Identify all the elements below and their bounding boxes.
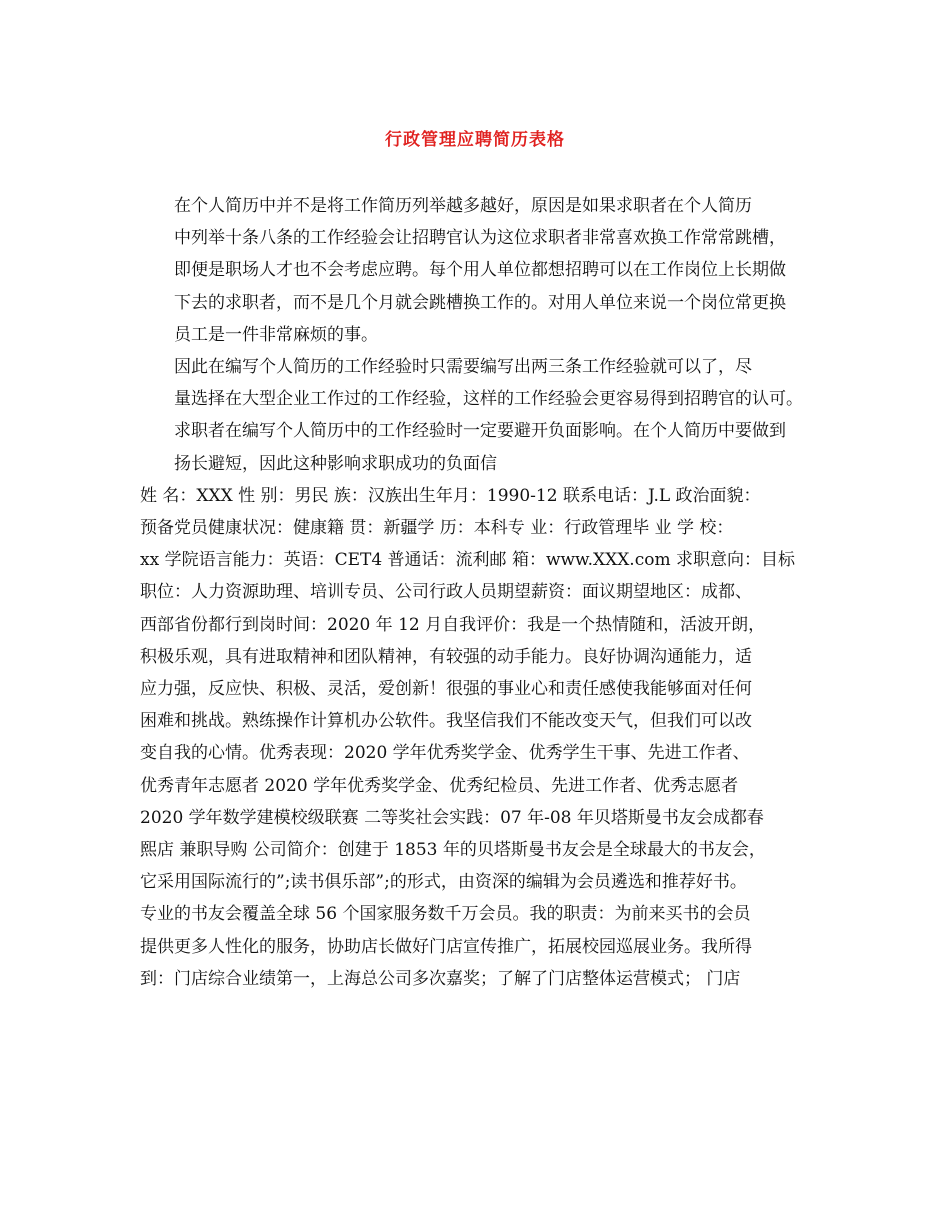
text-line: 西部省份都行到岗时间：2020 年 12 月自我评价：我是一个热情随和，活波开朗，	[140, 614, 766, 635]
text-line: 即便是职场人才也不会考虑应聘。每个用人单位都想招聘可以在工作岗位上长期做	[174, 260, 786, 281]
text-line: 员工是一件非常麻烦的事。	[174, 324, 378, 345]
text-line: 在个人简历中并不是将工作简历列举越多越好，原因是如果求职者在个人简历	[174, 196, 752, 216]
text-line: 专业的书友会覆盖全球 56 个国家服务数千万会员。我的职责：为前来买书的会员	[140, 904, 751, 925]
text-line: 困难和挑战。熟练操作计算机办公软件。我坚信我们不能改变天气，但我们可以改	[140, 711, 752, 732]
text-line: 优秀青年志愿者 2020 学年优秀奖学金、优秀纪检员、先进工作者、优秀志愿者	[140, 775, 739, 796]
paragraph-resume-length	[140, 190, 814, 351]
document-title: 行政管理应聘简历表格	[385, 130, 565, 150]
text-line: 扬长避短，因此这种影响求职成功的负面信	[174, 453, 497, 474]
text-line: 量选择在大型企业工作过的工作经验，这样的工作经验会更容易得到招聘官的认可。	[174, 389, 803, 410]
text-line: 应力强，反应快、积极、灵活，爱创新！很强的事业心和责任感使我能够面对任何	[140, 679, 752, 700]
text-line: 姓 名：XXX 性 别：男民 族：汉族出生年月：1990-12 联系电话：J.L 政治面貌：	[140, 485, 761, 506]
text-line: 到：门店综合业绩第一，上海总公司多次嘉奖；了解了门店整体运营模式； 门店	[140, 968, 741, 989]
text-line: 职位：人力资源助理、培训专员、公司行政人员期望薪资：面议期望地区：成都、	[140, 582, 752, 603]
text-line: xx 学院语言能力：英语：CET4 普通话：流利邮 箱：www.XXX.com 求职意向：目标	[140, 550, 795, 571]
paragraph-personal-info	[140, 480, 814, 995]
document-body	[140, 190, 814, 995]
text-line: 预备党员健康状况：健康籍 贯：新疆学 历：本科专 业：行政管理毕 业 学 校：	[140, 518, 734, 539]
text-line: 下去的求职者，而不是几个月就会跳槽换工作的。对用人单位来说一个岗位常更换	[174, 292, 786, 313]
text-line: 它采用国际流行的”;读书俱乐部”;的形式，由资深的编辑为会员遴选和推荐好书。	[140, 872, 747, 893]
text-line: 变自我的心情。优秀表现：2020 学年优秀奖学金、优秀学生干事、先进工作者、	[140, 743, 750, 764]
text-line: 熙店 兼职导购 公司简介：创建于 1853 年的贝塔斯曼书友会是全球最大的书友会，	[140, 840, 766, 861]
text-line: 因此在编写个人简历的工作经验时只需要编写出两三条工作经验就可以了，尽	[174, 357, 752, 378]
text-line: 求职者在编写个人简历中的工作经验时一定要避开负面影响。在个人简历中要做到	[174, 421, 786, 442]
text-line: 提供更多人性化的服务，协助店长做好门店宣传推广，拓展校园巡展业务。我所得	[140, 936, 752, 957]
text-line: 2020 学年数学建模校级联赛 二等奖社会实践：07 年-08 年贝塔斯曼书友会成都春	[140, 807, 764, 828]
paragraph-work-experience	[140, 351, 814, 480]
text-line: 积极乐观，具有进取精神和团队精神，有较强的动手能力。良好协调沟通能力，适	[140, 646, 752, 667]
text-line: 中列举十条八条的工作经验会让招聘官认为这位求职者非常喜欢换工作常常跳槽，	[174, 228, 786, 249]
